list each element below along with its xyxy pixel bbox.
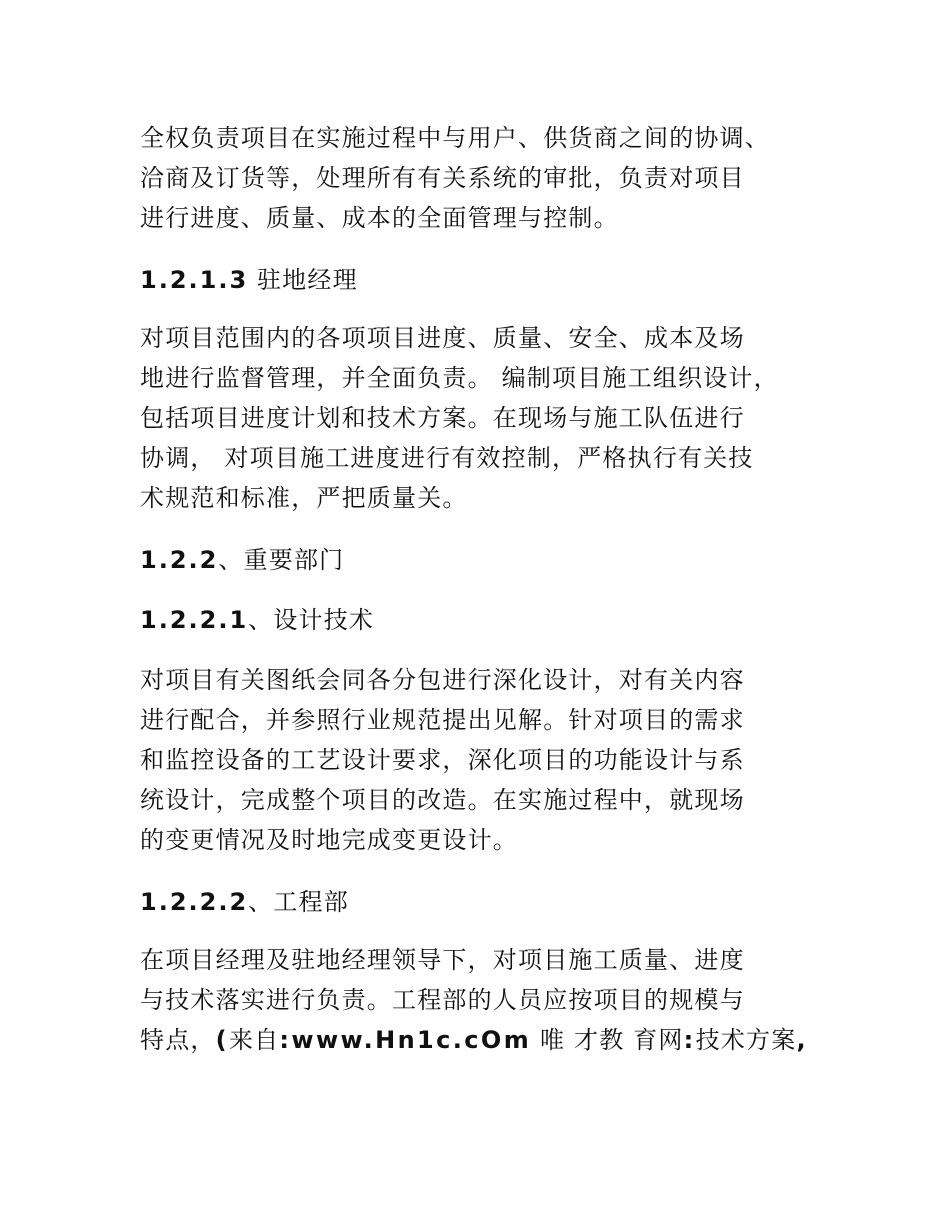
section-heading-site-manager [140,260,830,300]
text-line: 洽商及订货等，处理所有有关系统的审批，负责对项目 [140,164,745,192]
text-fragment: , [796,1026,808,1054]
text-line: 和监控设备的工艺设计要求，深化项目的功能设计与系 [140,746,745,774]
paragraph-project-manager-duties [140,118,830,238]
section-title: 、工程部 [248,888,349,916]
section-number: 1.2.2.1 [140,606,249,634]
section-heading-key-departments [140,540,830,580]
section-number: 1.2.2 [140,546,219,574]
text-fragment: ( [215,1026,229,1054]
text-line: 的变更情况及时地完成变更设计。 [140,826,518,854]
section-title: 、重要部门 [218,546,345,574]
text-line: 与技术落实进行负责。工程部的人员应按项目的规模与 [140,986,745,1014]
text-line: 术规范和标准，严把质量关。 [140,484,468,512]
text-fragment: 来自 [228,1026,280,1054]
text-line-with-source [140,1020,830,1060]
section-title: 驻地经理 [248,266,358,294]
paragraph-design-tech-duties [140,660,830,860]
section-number: 1.2.1.3 [140,266,249,294]
source-url-text: :www.Hn1c.cOm [279,1026,532,1054]
text-line: 包括项目进度计划和技术方案。在现场与施工队伍进行 [140,404,745,432]
section-heading-design-tech [140,600,830,640]
text-fragment: 唯 才教 育网 [531,1026,684,1054]
text-line: 统设计，完成整个项目的改造。在实施过程中，就现场 [140,786,745,814]
text-line: 全权负责项目在实施过程中与用户、供货商之间的协调、 [140,124,770,152]
section-title: 、设计技术 [248,606,375,634]
text-fragment: 特点， [140,1026,216,1054]
text-line: 协调， 对项目施工进度进行有效控制，严格执行有关技 [140,444,754,472]
section-heading-engineering-dept [140,882,830,922]
paragraph-engineering-duties [140,940,830,1060]
text-line: 在项目经理及驻地经理领导下，对项目施工质量、进度 [140,946,745,974]
text-fragment: 技术方案 [695,1026,797,1054]
text-line: 地进行监督管理，并全面负责。 编制项目施工组织设计， [140,364,779,392]
text-line: 对项目有关图纸会同各分包进行深化设计，对有关内容 [140,666,745,694]
section-number: 1.2.2.2 [140,888,249,916]
text-fragment: : [683,1026,696,1054]
paragraph-site-manager-duties [140,318,830,518]
text-line: 进行配合，并参照行业规范提出见解。针对项目的需求 [140,706,745,734]
text-line: 进行进度、质量、成本的全面管理与控制。 [140,204,619,232]
text-line: 对项目范围内的各项项目进度、质量、安全、成本及场 [140,324,745,352]
